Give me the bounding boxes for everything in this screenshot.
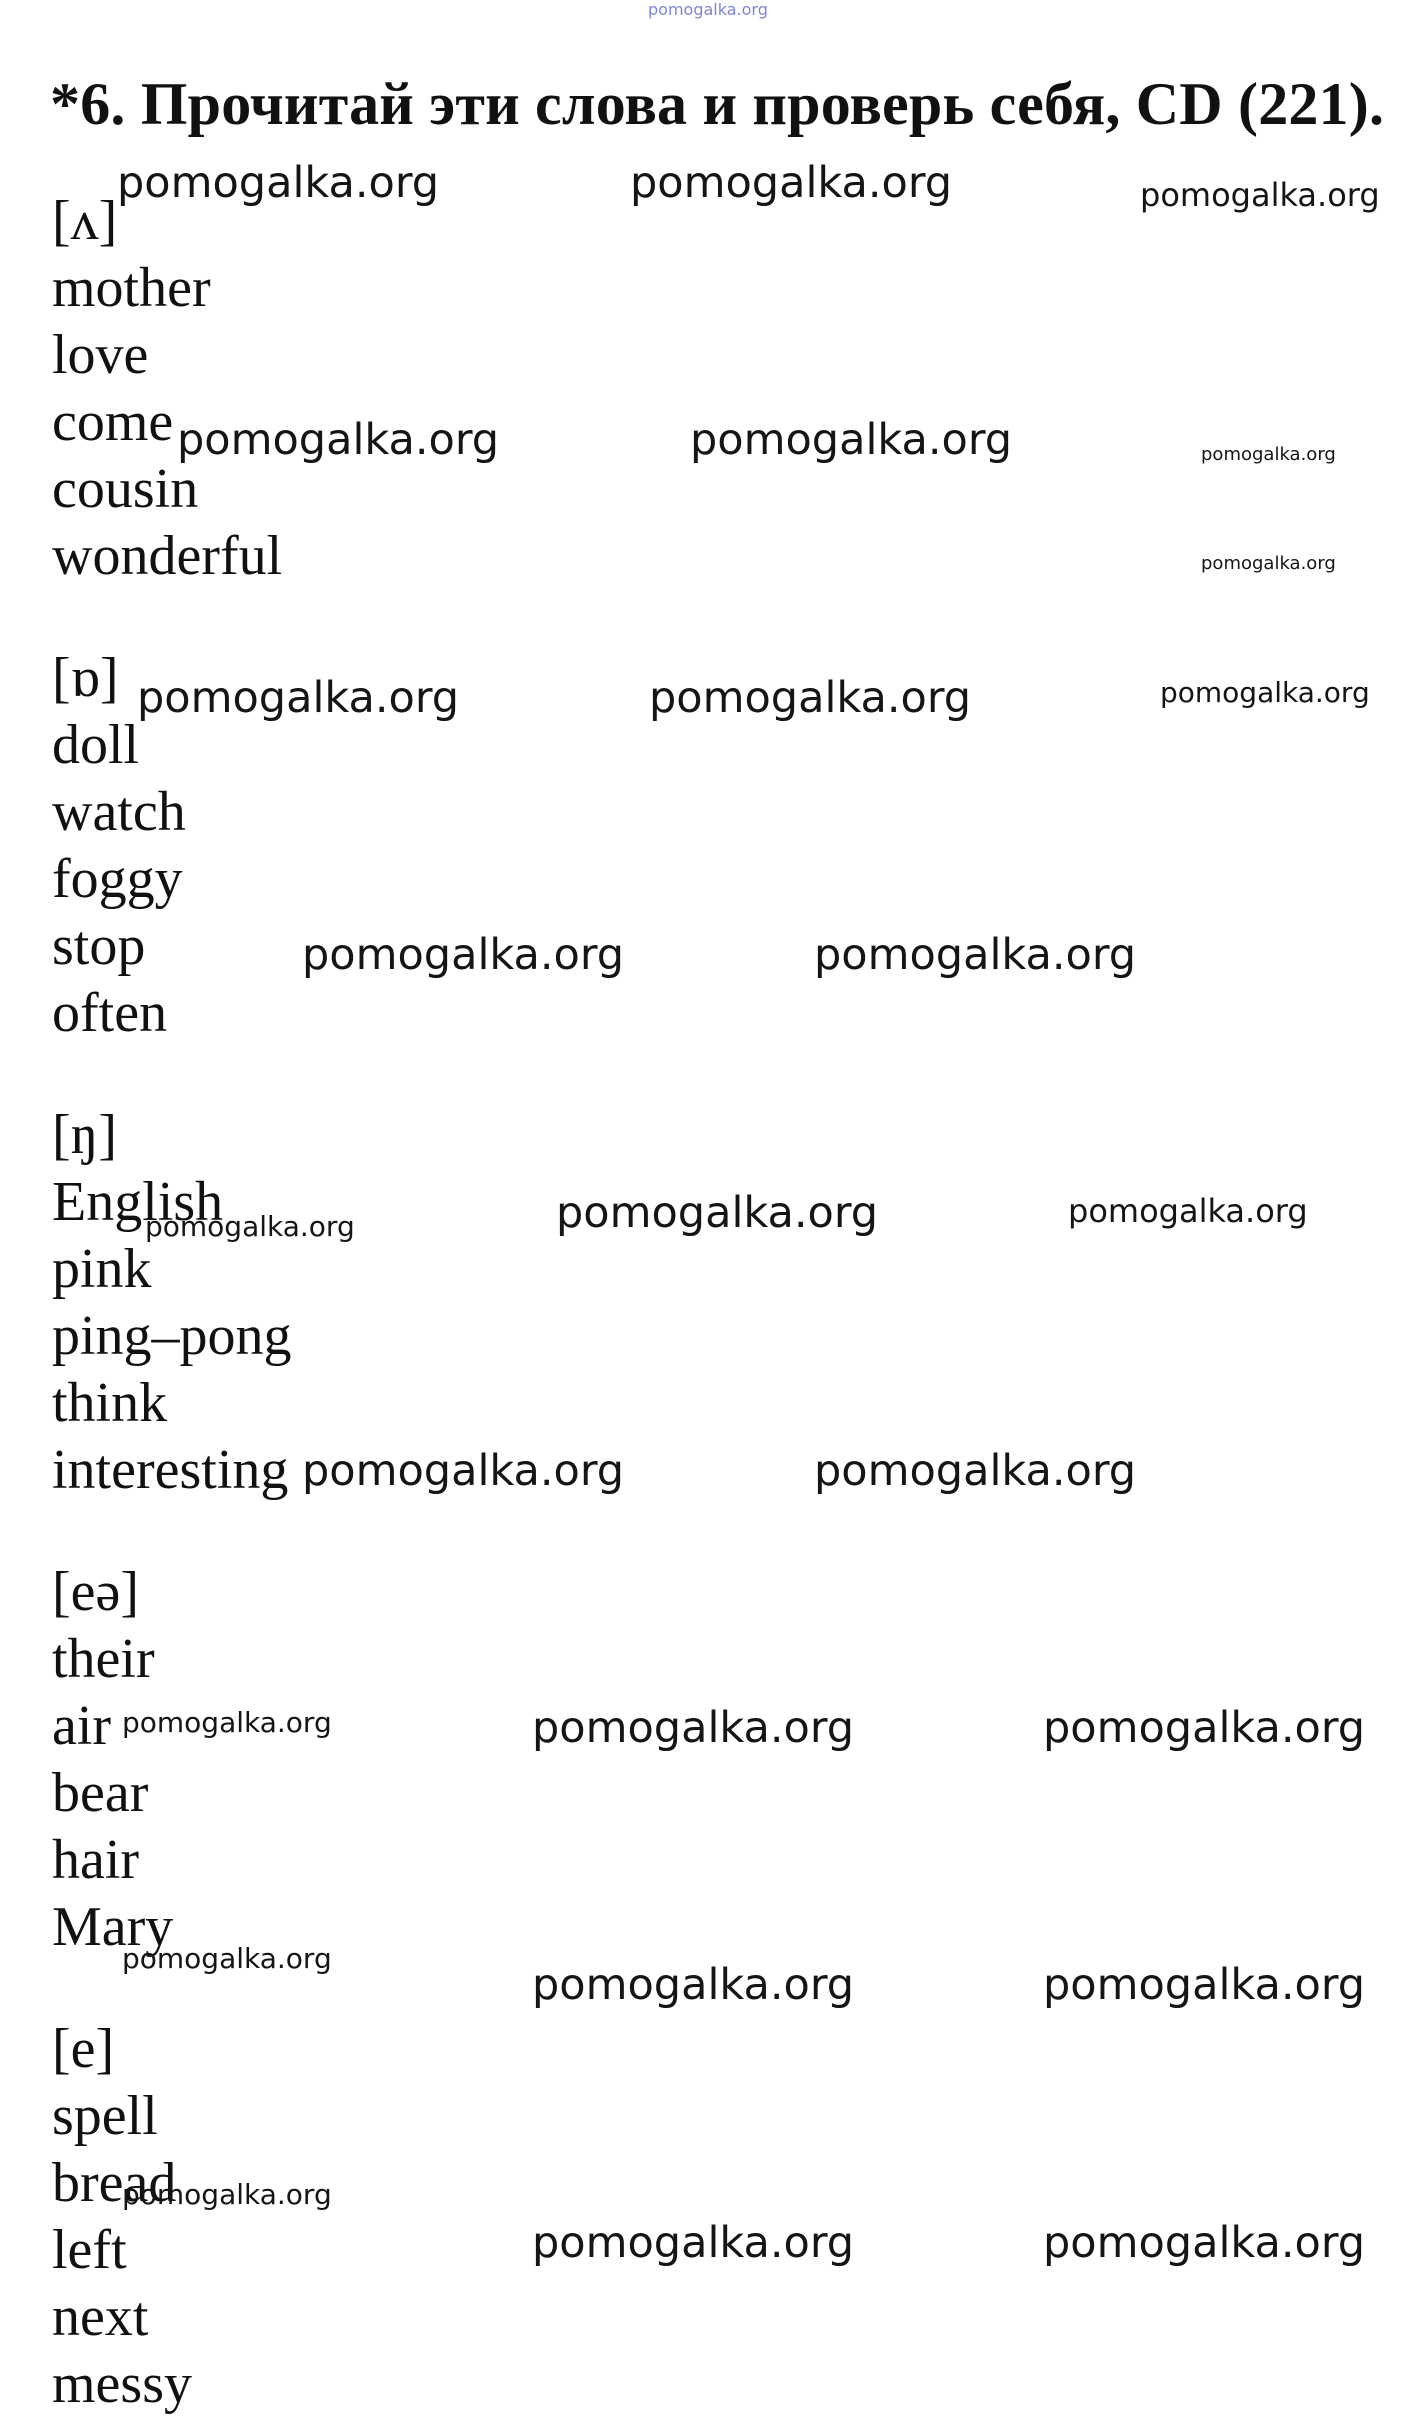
top-watermark: pomogalka.org	[648, 0, 768, 19]
word: left	[52, 2219, 127, 2281]
word: watch	[52, 781, 186, 843]
word: hair	[52, 1829, 140, 1891]
word: cousin	[52, 458, 199, 520]
watermark: pomogalka.org	[1043, 1703, 1366, 1753]
watermark: pomogalka.org	[1201, 553, 1336, 574]
watermark: pomogalka.org	[122, 2178, 332, 2211]
sound-group	[52, 1559, 652, 1961]
watermark: pomogalka.org	[302, 1446, 625, 1496]
word: English	[52, 1171, 224, 1233]
watermark: pomogalka.org	[532, 2218, 855, 2268]
word: Mary	[52, 1896, 174, 1958]
word: pink	[52, 1238, 152, 1300]
sound-group	[52, 188, 652, 590]
watermark: pomogalka.org	[1201, 444, 1336, 465]
watermark: pomogalka.org	[302, 930, 625, 980]
word: think	[52, 1372, 168, 1434]
watermark: pomogalka.org	[532, 1703, 855, 1753]
word: ping–pong	[52, 1305, 292, 1367]
word: messy	[52, 2353, 192, 2415]
watermark: pomogalka.org	[177, 415, 500, 465]
word: bear	[52, 1762, 149, 1824]
sound-label: [e]	[52, 2018, 115, 2080]
watermark: pomogalka.org	[117, 158, 440, 208]
watermark: pomogalka.org	[649, 673, 972, 723]
word: bread	[52, 2152, 177, 2214]
word: foggy	[52, 848, 183, 910]
exercise-heading: *6. Прочитай эти слова и проверь себя, CD (221).	[50, 71, 1385, 137]
watermark: pomogalka.org	[690, 415, 1013, 465]
word: mother	[52, 257, 211, 319]
word: next	[52, 2286, 149, 2348]
watermark: pomogalka.org	[137, 673, 460, 723]
word: spell	[52, 2085, 158, 2147]
word: often	[52, 982, 168, 1044]
word: interesting	[52, 1439, 289, 1501]
word-groups	[52, 188, 652, 2418]
watermark: pomogalka.org	[1043, 2218, 1366, 2268]
watermark: pomogalka.org	[145, 1210, 355, 1243]
sound-label: [ŋ]	[52, 1104, 117, 1166]
watermark: pomogalka.org	[122, 1706, 332, 1739]
watermark: pomogalka.org	[1140, 176, 1380, 214]
watermark: pomogalka.org	[1043, 1960, 1366, 2010]
word: their	[52, 1628, 155, 1690]
watermark: pomogalka.org	[814, 930, 1137, 980]
word: air	[52, 1695, 112, 1757]
watermark: pomogalka.org	[122, 1942, 332, 1975]
sound-label: [ʌ]	[52, 190, 118, 252]
word: love	[52, 324, 149, 386]
word: wonderful	[52, 525, 283, 587]
word: stop	[52, 915, 146, 977]
sound-group	[52, 1102, 652, 1504]
watermark: pomogalka.org	[630, 158, 953, 208]
word: doll	[52, 714, 140, 776]
watermark: pomogalka.org	[532, 1960, 855, 2010]
watermark: pomogalka.org	[1068, 1192, 1308, 1230]
watermark: pomogalka.org	[1160, 676, 1370, 709]
watermark: pomogalka.org	[814, 1446, 1137, 1496]
sound-label: [ɒ]	[52, 647, 119, 709]
word: come	[52, 391, 174, 453]
sound-label: [eə]	[52, 1561, 140, 1623]
sound-group	[52, 2016, 652, 2418]
watermark: pomogalka.org	[556, 1188, 879, 1238]
